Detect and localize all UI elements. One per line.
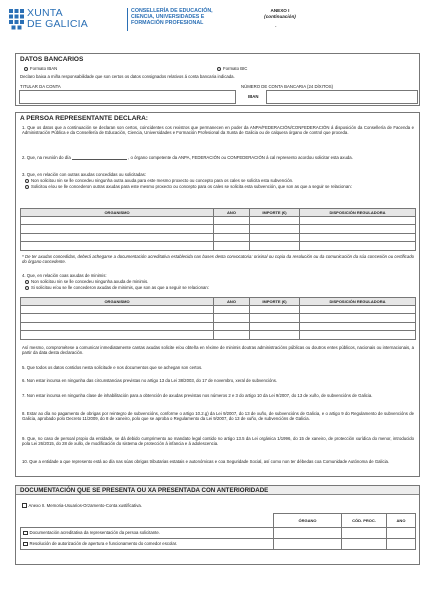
- item-4-option-2-radio[interactable]: [25, 286, 29, 290]
- item-4-option-1-radio[interactable]: [25, 280, 29, 284]
- col-ano: ANO: [214, 298, 250, 306]
- col-importe: IMPORTE (€): [250, 209, 300, 217]
- col-ano: ANO: [214, 209, 250, 217]
- item-3-option-1-radio[interactable]: [25, 179, 29, 183]
- declarations-section: [15, 112, 420, 477]
- format-iban-radio[interactable]: [24, 67, 28, 71]
- item-3-option-2[interactable]: [25, 184, 415, 189]
- documentation-section: [15, 485, 420, 565]
- col-organo: ÓRGANO: [274, 514, 342, 528]
- account-number-field[interactable]: [266, 90, 418, 104]
- anexo-ii-checkbox[interactable]: [22, 503, 27, 508]
- bank-declaration: Declaro baixa a miña responsabilidade que son certos os datos consignados relativos á conta bancaria indicada.: [20, 74, 235, 79]
- format-bic-option[interactable]: [217, 66, 247, 71]
- format-bic-radio[interactable]: [217, 67, 221, 71]
- col-doc-ano: ANO: [387, 514, 416, 528]
- aids-note: * De ter axudas concedidas, deberá achegarse a documentación acreditativa establecida nas bases desta convocatoria: orixinal ou copia da resolución ou da comunicación da súa concesión ou certificado do órgano concedente.: [22, 254, 414, 265]
- doc-representation-label: Documentación acreditativa da representación da persoa solicitante.: [29, 530, 160, 536]
- table-row: [21, 306, 416, 314]
- table-row: [21, 217, 416, 225]
- header-dot: .: [275, 23, 277, 29]
- item-2-text-start: 2. Que, na reunión do día: [22, 155, 71, 160]
- declaration-item-10: 10. Que a entidade a que represento está ao día nas súas obrigas tributarias estatais e autonómicas e coa Seguridade Social, así como non ter débedas coa Comunidade Autónoma de Galicia.: [22, 459, 390, 464]
- col-organismo: ORGANISMO: [21, 209, 214, 217]
- item-4-option-2-label: Si solicitou e/ou se lle concederon axudas de minimis, que son as que a seguir se relacionan:: [31, 285, 209, 290]
- table-row: [21, 528, 416, 539]
- col-cod-proc: CÓD. PROC.: [342, 514, 387, 528]
- table-row: [21, 331, 416, 339]
- declaration-item-7: 7. Non estar incursa en ningunha clase de inhabilitación para a obtención de axudas previstas nos números 2 e 3 do artigo 10 da Lei 9/2007, do 13 de xuño, de subvencións de Galicia.: [22, 393, 373, 398]
- doc-dining-authorization-checkbox[interactable]: [23, 542, 28, 547]
- table-row: [21, 539, 416, 550]
- minimis-aids-table: [20, 297, 416, 340]
- col-organismo: ORGANISMO: [21, 298, 214, 306]
- bank-data-section: [15, 53, 420, 106]
- item-4-option-2[interactable]: [25, 285, 415, 290]
- declaration-item-8: 8. Estar ao día no pagamento de obrigas por reintegro de subvencións, conforme o artigo 10.2.g) da Lei 9/2007, do 13 de xuño, de subvencións de Galicia, e o artigo 9 do Regulamento de subvencións de Galicia, aprobado polo Decreto 11/2009, do 8 de xaneiro, polo que se aproba o Regulamento da Lei 9/2007, do 13 de xuño, de subvencións de Galicia.: [22, 411, 414, 422]
- item-4-option-1-label: Non solicitou nin se lle concedeu ningunha axuda de minimis.: [31, 279, 149, 284]
- col-disposicion: DISPOSICIÓN REGULADORA: [300, 209, 416, 217]
- item-2-text-end: , o órgano competente da ANPA, FEDERACIÓN ou CONFEDERACIÓN á cal represento acordou solicitar esta axuda.: [128, 155, 353, 160]
- declaration-item-2: [22, 153, 414, 160]
- item-4-option-1[interactable]: [25, 279, 415, 284]
- item-3-option-1-label: Non solicitou nin se lle concedeu ningunha outra axuda para este mesmo proxecto ou concepto para os cales se solicita esta subvención.: [31, 178, 294, 183]
- col-disposicion: DISPOSICIÓN REGULADORA: [300, 298, 416, 306]
- format-bic-label: Formato BIC: [223, 66, 248, 71]
- minimis-commitment: Así mesmo, comprométese a comunicar inmediatamente cantas axudas solicite e/ou obteña en réxime de minimis doutras administracións públicas ou doutros entes públicos, nacionais ou internacionais, a partir da data desta declaración.: [22, 345, 414, 356]
- declaration-item-6: 6. Non estar incursa en ningunha das circunstancias previstas no artigo 13 da Lei 38/2003, do 17 de novembro, xeral de subvencións.: [22, 378, 278, 383]
- meeting-date-field[interactable]: [72, 153, 127, 160]
- xunta-logo-text: XUNTA DE GALICIA: [27, 7, 88, 30]
- table-row: [21, 242, 416, 250]
- item-3-option-2-radio[interactable]: [25, 185, 29, 189]
- anexo-ii-label: Anexo II. Memoria-Usuarios-Orzamento-Conta xustificativa.: [28, 503, 142, 508]
- documentation-title: DOCUMENTACIÓN QUE SE PRESENTA OU XA PRESENTADA CON ANTERIORIDADE: [16, 486, 419, 495]
- table-row: [21, 233, 416, 241]
- item-3-option-1[interactable]: [25, 178, 415, 183]
- format-iban-option[interactable]: [24, 66, 57, 71]
- other-aids-table: [20, 208, 416, 251]
- declaration-item-5: 5. Que todos os datos contidos nesta solicitude e nos documentos que se achegan son certos.: [22, 365, 203, 370]
- xunta-shell-logo-icon: [8, 8, 25, 30]
- item-3-option-2-label: Solicitou e/ou se lle concederon outras axudas para este mesmo proxecto ou concepto para os cales se solicita esta subvención, que son as que a seguir se relacionan:: [31, 184, 352, 189]
- account-holder-label: TITULAR DA CONTA: [20, 84, 61, 89]
- bank-section-title: DATOS BANCARIOS: [20, 56, 84, 63]
- declaration-item-1: 1. Que os datos que a continuación se declaran son certos, coincidentes cos rexistros que permanecen en poder da ANPA/FEDERACIÓN/CONFEDERACIÓN á disposición da Consellería de Facenda e Administración Pública e da Consellería de Educación, Ciencia, Universidades e Formación Profesional da Xunta de Galicia ou de calquera órgano de control que proceda.: [22, 125, 414, 136]
- format-iban-label: Formato IBAN: [30, 66, 58, 71]
- declaration-item-4: 4. Que, en relación coas axudas de minimis:: [22, 273, 107, 278]
- doc-dining-authorization-label: Resolución de autorización de apertura e funcionamento do comedor escolar.: [29, 541, 178, 547]
- department-name: CONSELLERÍA DE EDUCACIÓN, CIENCIA, UNIVERSIDADES E FORMACIÓN PROFESIONAL: [131, 8, 213, 26]
- logo-divider: [127, 8, 128, 31]
- table-row: [21, 225, 416, 233]
- iban-label: IBAN: [248, 94, 259, 99]
- declarations-title: A PERSOA REPRESENTANTE DECLARA:: [20, 115, 148, 122]
- account-number-label: NÚMERO DE CONTA BANCARIA (24 DÍXITOS): [241, 84, 334, 89]
- documents-table: [20, 513, 416, 550]
- declaration-item-3: 3. Que, en relación con outras axudas concedidas ou solicitadas:: [22, 172, 146, 177]
- declaration-item-9: 9. Que, no caso de persoal propio da entidade, se dá debido cumprimento ao mandato legal contido no artigo 13.5 da Lei orgánica 1/1996, do 15 de xaneiro, de protección xurídica do menor, introducido pola Lei 26/2015, do 28 de xullo, de modificación do sistema de protección á infancia e á adolescencia.: [22, 436, 414, 447]
- table-row: [21, 314, 416, 322]
- anexo-ii-item[interactable]: [22, 503, 412, 508]
- annex-label: ANEXO I (continuación): [264, 8, 296, 19]
- col-importe: IMPORTE (€): [250, 298, 300, 306]
- doc-representation-checkbox[interactable]: [23, 531, 28, 536]
- table-row: [21, 322, 416, 330]
- account-holder-field[interactable]: [19, 90, 236, 104]
